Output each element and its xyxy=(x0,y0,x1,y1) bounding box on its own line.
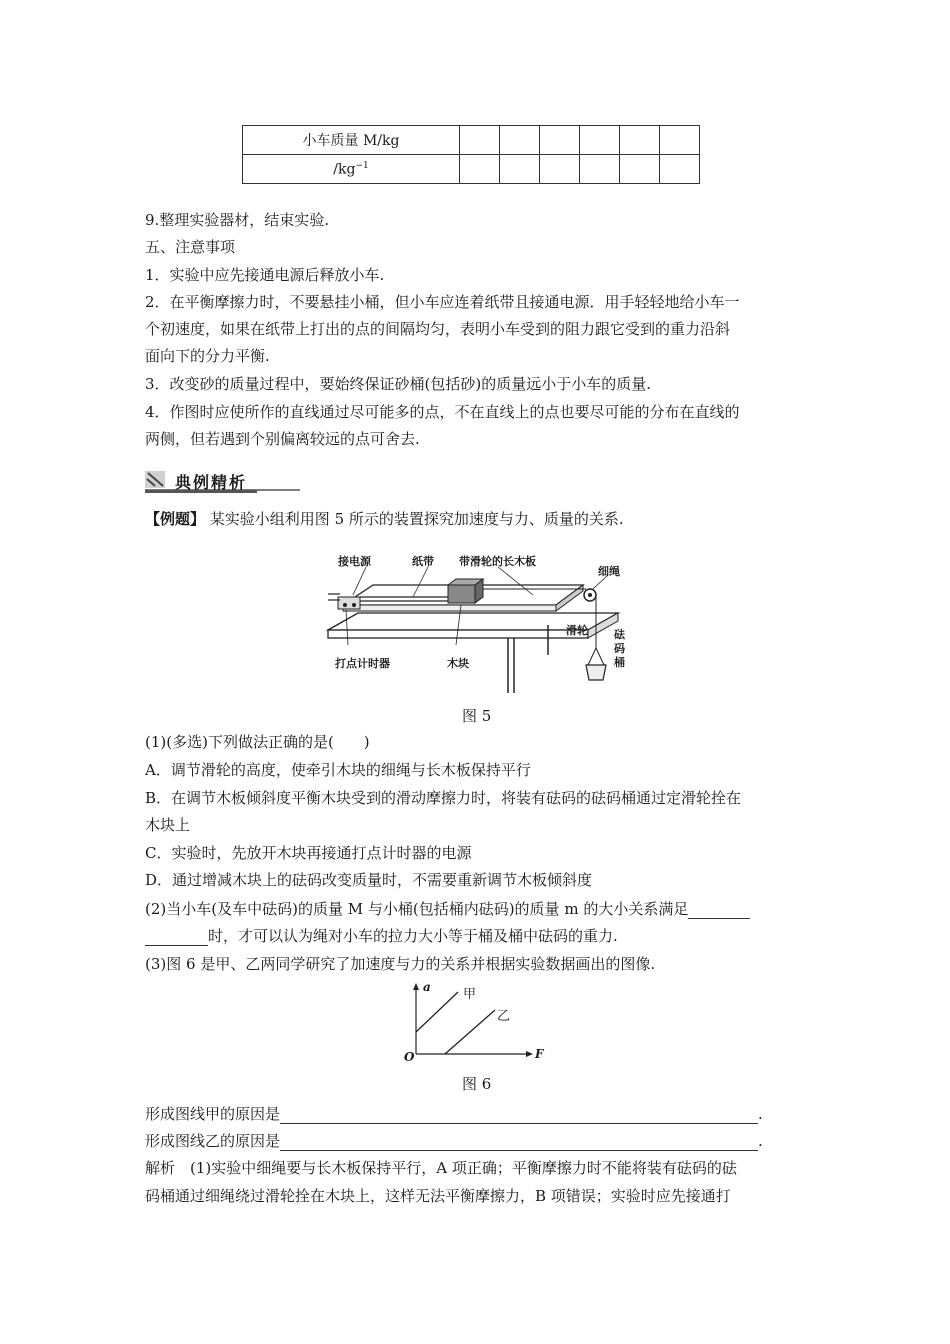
label-timer: 打点计时器 xyxy=(335,657,390,670)
table-cell xyxy=(580,155,620,184)
label-tape: 纸带 xyxy=(412,555,434,568)
example-text: 某实验小组利用图 5 所示的装置探究加速度与力、质量的关系. xyxy=(209,510,624,528)
note-2-line-3: 面向下的分力平衡. xyxy=(145,347,270,365)
note-2-line-2: 个初速度，如果在纸带上打出的点的间隔均匀，表明小车受到的阻力跟它受到的重力沿斜 xyxy=(145,320,731,338)
section-title: 典例精析 xyxy=(175,473,248,492)
origin-label: O xyxy=(404,1050,415,1064)
table-cell xyxy=(460,126,500,155)
option-b-line-2: 木块上 xyxy=(145,816,191,834)
note-2-line-1: 2．在平衡摩擦力时，不要悬挂小桶，但小车应连着纸带且接通电源．用手轻轻地给小车一 xyxy=(145,293,740,311)
analysis-line-2: 码桶通过细绳绕过滑轮拴在木块上，这样无法平衡摩擦力，B 项错误；实验时应先接通打 xyxy=(145,1187,731,1205)
label-rope: 细绳 xyxy=(598,565,620,578)
table-cell xyxy=(540,155,580,184)
step-9: 9.整理实验器材，结束实验. xyxy=(145,211,330,229)
table-cell xyxy=(460,155,500,184)
table-cell xyxy=(620,126,660,155)
section-title-bar xyxy=(145,469,300,495)
option-a: A．调节滑轮的高度，使牵引木块的细绳与长木板保持平行 xyxy=(145,761,531,779)
example-label: 【例题】 xyxy=(145,510,206,528)
answer-blank xyxy=(280,1108,758,1124)
answer-blank xyxy=(145,930,208,946)
fill-jia: 形成图线甲的原因是 . xyxy=(145,1105,763,1123)
table-cell xyxy=(660,155,700,184)
note-4-line-2: 两侧，但若遇到个别偏离较远的点可舍去. xyxy=(145,430,420,448)
table-row-label: 小车质量 M/kg xyxy=(243,126,460,155)
line-jia xyxy=(416,992,458,1032)
question-2-line-1: (2)当小车(及车中砝码)的质量 M 与小桶(包括桶内砝码)的质量 m 的大小关系满足 xyxy=(145,899,750,919)
note-1: 1．实验中应先接通电源后释放小车. xyxy=(145,266,385,284)
label-bucket: 砝 码 桶 xyxy=(614,628,625,669)
table-cell xyxy=(500,126,540,155)
table-row-label: $/kg^{-1}$ xyxy=(243,155,460,184)
table-cell xyxy=(580,126,620,155)
table-row xyxy=(243,126,700,155)
label-board: 带滑轮的长木板 xyxy=(459,555,536,568)
line-yi xyxy=(445,1010,495,1054)
question-1-stem: (1)(多选)下列做法正确的是( ) xyxy=(145,733,370,751)
table-cell xyxy=(500,155,540,184)
option-b-line-1: B．在调节木板倾斜度平衡木块受到的滑动摩擦力时，将装有砝码的砝码桶通过定滑轮拴在 xyxy=(145,789,742,807)
option-d: D．通过增减木块上的砝码改变质量时，不需要重新调节木板倾斜度 xyxy=(145,871,593,889)
axis-y-label: a xyxy=(423,980,431,994)
figure-5-caption: 图 5 xyxy=(462,707,492,725)
figure-6-caption: 图 6 xyxy=(462,1075,492,1093)
note-4-line-1: 4．作图时应使所作的直线通过尽可能多的点，不在直线上的点也要尽可能的分布在直线的 xyxy=(145,403,740,421)
answer-blank xyxy=(688,903,750,919)
table-cell xyxy=(540,126,580,155)
label-yi: 乙 xyxy=(497,1009,511,1024)
label-pulley: 滑轮 xyxy=(566,624,588,637)
label-block: 木块 xyxy=(447,657,469,670)
table-cell xyxy=(660,126,700,155)
fill-yi: 形成图线乙的原因是 . xyxy=(145,1132,763,1150)
question-3-stem: (3)图 6 是甲、乙两同学研究了加速度与力的关系并根据实验数据画出的图像. xyxy=(145,955,656,973)
note-3: 3．改变砂的质量过程中，要始终保证砂桶(包括砂)的质量远小于小车的质量. xyxy=(145,375,652,393)
label-jia: 甲 xyxy=(463,987,477,1002)
axis-x-label: F xyxy=(535,1047,544,1061)
analysis-line-1: 解析 (1)实验中细绳要与长木板保持平行，A 项正确；平衡摩擦力时不能将装有砝码的砝 xyxy=(145,1159,737,1177)
example-stem xyxy=(145,509,624,529)
option-c: C．实验时，先放开木块再接通打点计时器的电源 xyxy=(145,844,472,862)
table-row xyxy=(243,155,700,184)
question-2-line-2: 时，才可以认为绳对小车的拉力大小等于桶及桶中砝码的重力. xyxy=(145,926,618,946)
answer-blank xyxy=(280,1135,758,1151)
section-heading-notes: 五、注意事项 xyxy=(145,238,236,256)
data-table xyxy=(242,125,700,184)
table-cell xyxy=(620,155,660,184)
label-power: 接电源 xyxy=(338,555,371,568)
